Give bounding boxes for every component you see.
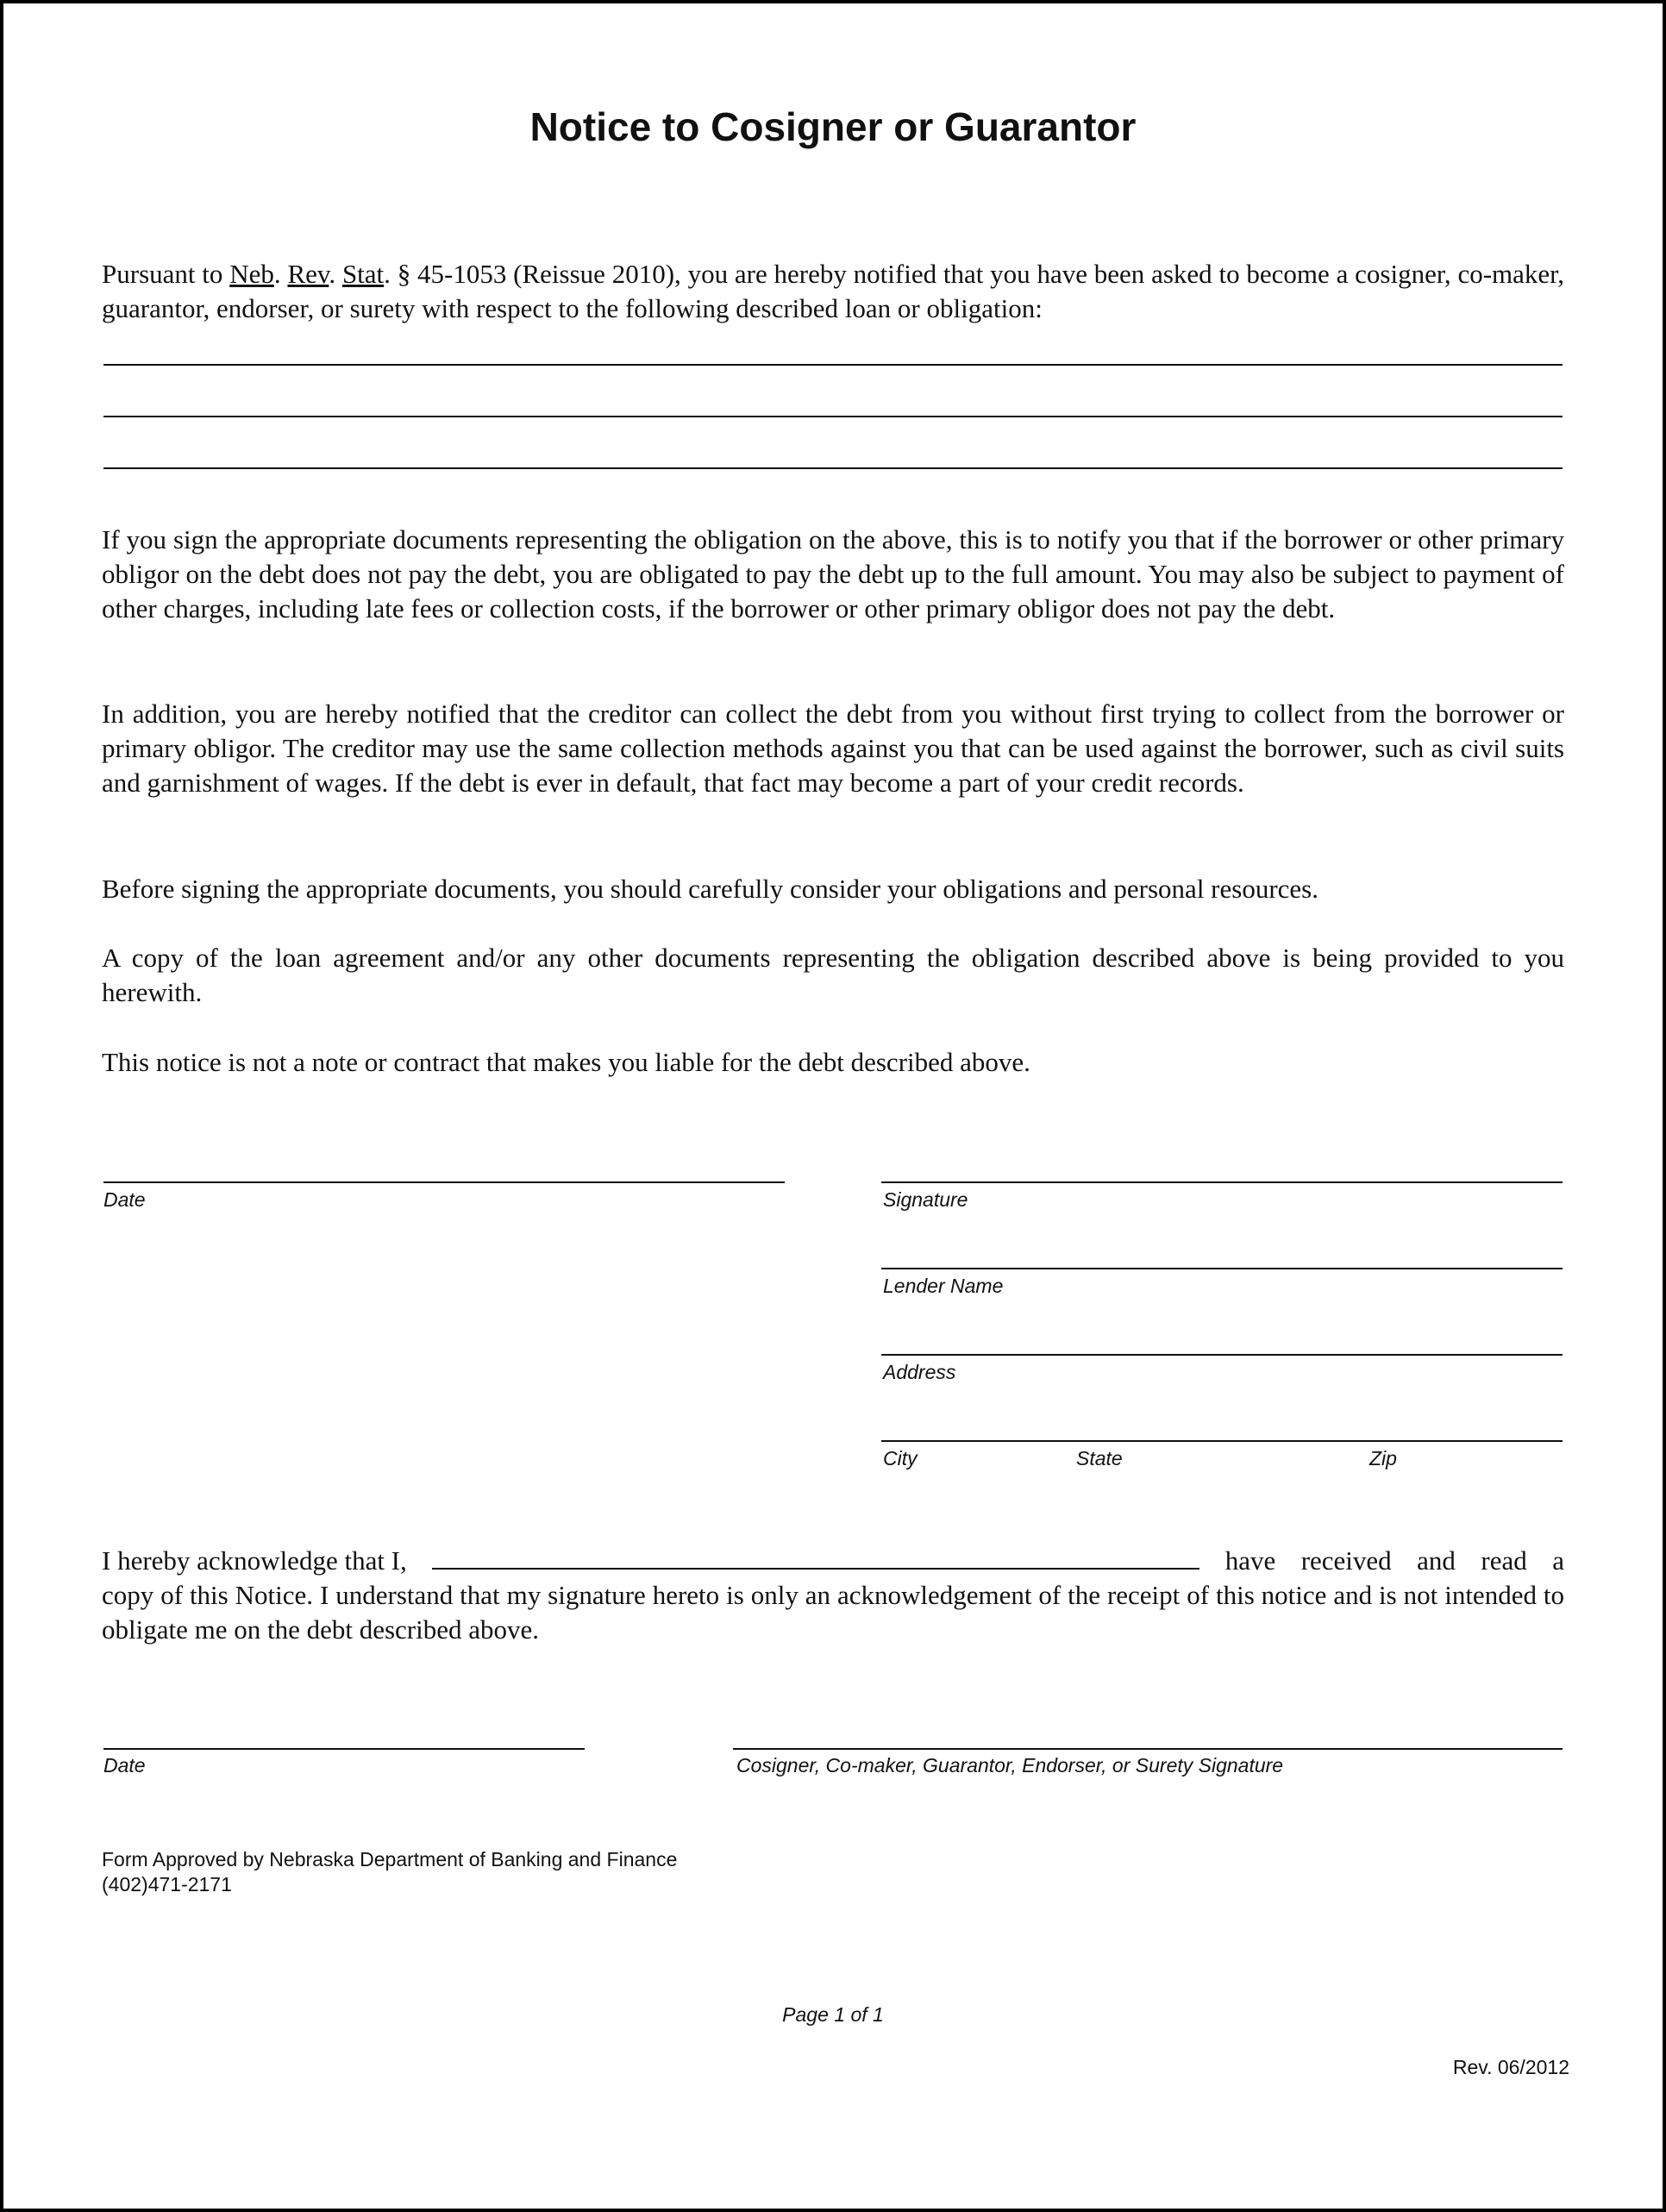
date2-line[interactable]	[103, 1748, 585, 1750]
cosigner-name-blank[interactable]	[432, 1542, 1199, 1570]
lender-name-label: Lender Name	[883, 1275, 1004, 1297]
loan-description-line-3[interactable]	[103, 467, 1563, 469]
city-label: City	[883, 1447, 918, 1469]
state-label: State	[1076, 1447, 1123, 1469]
not-contract-paragraph: This notice is not a note or contract that makes you liable for the debt described above.	[102, 1047, 1030, 1077]
intro-rest: . § 45-1053 (Reissue 2010), you are hereby notified that you have been asked to become a cosigner, co-maker, guarantor, endorser, or surety with respect to the following described loan or obligation:	[102, 259, 1565, 323]
loan-description-line-2[interactable]	[103, 416, 1563, 417]
acknowledgement-lead: I hereby acknowledge that I,	[102, 1545, 407, 1576]
acknowledgement-rest: copy of this Notice. I understand that my signature hereto is only an acknowledgement of the receipt of this notice and is not intended to obligate me on the debt described above.	[102, 1580, 1564, 1645]
ack-word: and	[1417, 1545, 1456, 1576]
consider-paragraph: Before signing the appropriate documents, you should carefully consider your obligations and personal resources.	[102, 874, 1318, 904]
signature-line[interactable]	[881, 1181, 1563, 1183]
zip-label: Zip	[1369, 1447, 1397, 1469]
date2-label: Date	[103, 1754, 146, 1776]
citation-rev: Rev	[287, 259, 329, 289]
form-approved-text: Form Approved by Nebraska Department of Banking and Finance	[102, 1848, 678, 1870]
date-line[interactable]	[103, 1181, 785, 1183]
lender-name-line[interactable]	[881, 1268, 1563, 1269]
address-line[interactable]	[881, 1354, 1563, 1356]
collection-paragraph: In addition, you are hereby notified that the creditor can collect the debt from you without first trying to collect from the borrower or primary obligor. The creditor may use the same collection methods against you that can be used against the borrower, such as civil suits and garnishment of wages. If the debt is ever in default, that fact may become a part of your credit records.	[102, 699, 1564, 798]
obligation-paragraph: If you sign the appropriate documents representing the obligation on the above, this is to notify you that if the borrower or other primary obligor on the debt does not pay the debt, you are obligated to pay the debt up to the full amount. You may also be subject to payment of other charges, including late fees or collection costs, if the borrower or other primary obligor does not pay the debt.	[102, 524, 1564, 623]
ack-word: have	[1224, 1545, 1276, 1576]
copy-paragraph: A copy of the loan agreement and/or any other documents representing the obligation described above is being provided to you herewith.	[102, 943, 1564, 1007]
ack-word: read	[1481, 1545, 1527, 1576]
citation-neb: Neb	[229, 259, 274, 289]
cosigner-signature-label: Cosigner, Co-maker, Guarantor, Endorser, or Surety Signature	[736, 1754, 1284, 1776]
ack-word: a	[1552, 1545, 1564, 1576]
revision-text: Rev. 06/2012	[1452, 2056, 1569, 2078]
phone-number: (402)471-2171	[102, 1873, 232, 1896]
intro-paragraph	[102, 257, 1564, 326]
page-number: Page 1 of 1	[782, 2003, 884, 2026]
page-title: Notice to Cosigner or Guarantor	[529, 104, 1137, 149]
signature-label: Signature	[883, 1188, 968, 1211]
citation-dot: .	[329, 259, 342, 289]
citation-stat: Stat	[341, 259, 385, 289]
intro-prefix: Pursuant to	[102, 259, 230, 289]
acknowledgement-paragraph	[102, 1542, 1564, 1647]
acknowledgement-first-line	[102, 1542, 1564, 1578]
loan-description-line-1[interactable]	[103, 364, 1563, 366]
city-state-zip-line[interactable]	[881, 1440, 1563, 1442]
cosigner-signature-line[interactable]	[733, 1748, 1563, 1750]
date-label: Date	[103, 1188, 146, 1211]
citation-dot: .	[273, 259, 288, 289]
address-label: Address	[883, 1361, 956, 1383]
ack-word: received	[1300, 1545, 1392, 1576]
